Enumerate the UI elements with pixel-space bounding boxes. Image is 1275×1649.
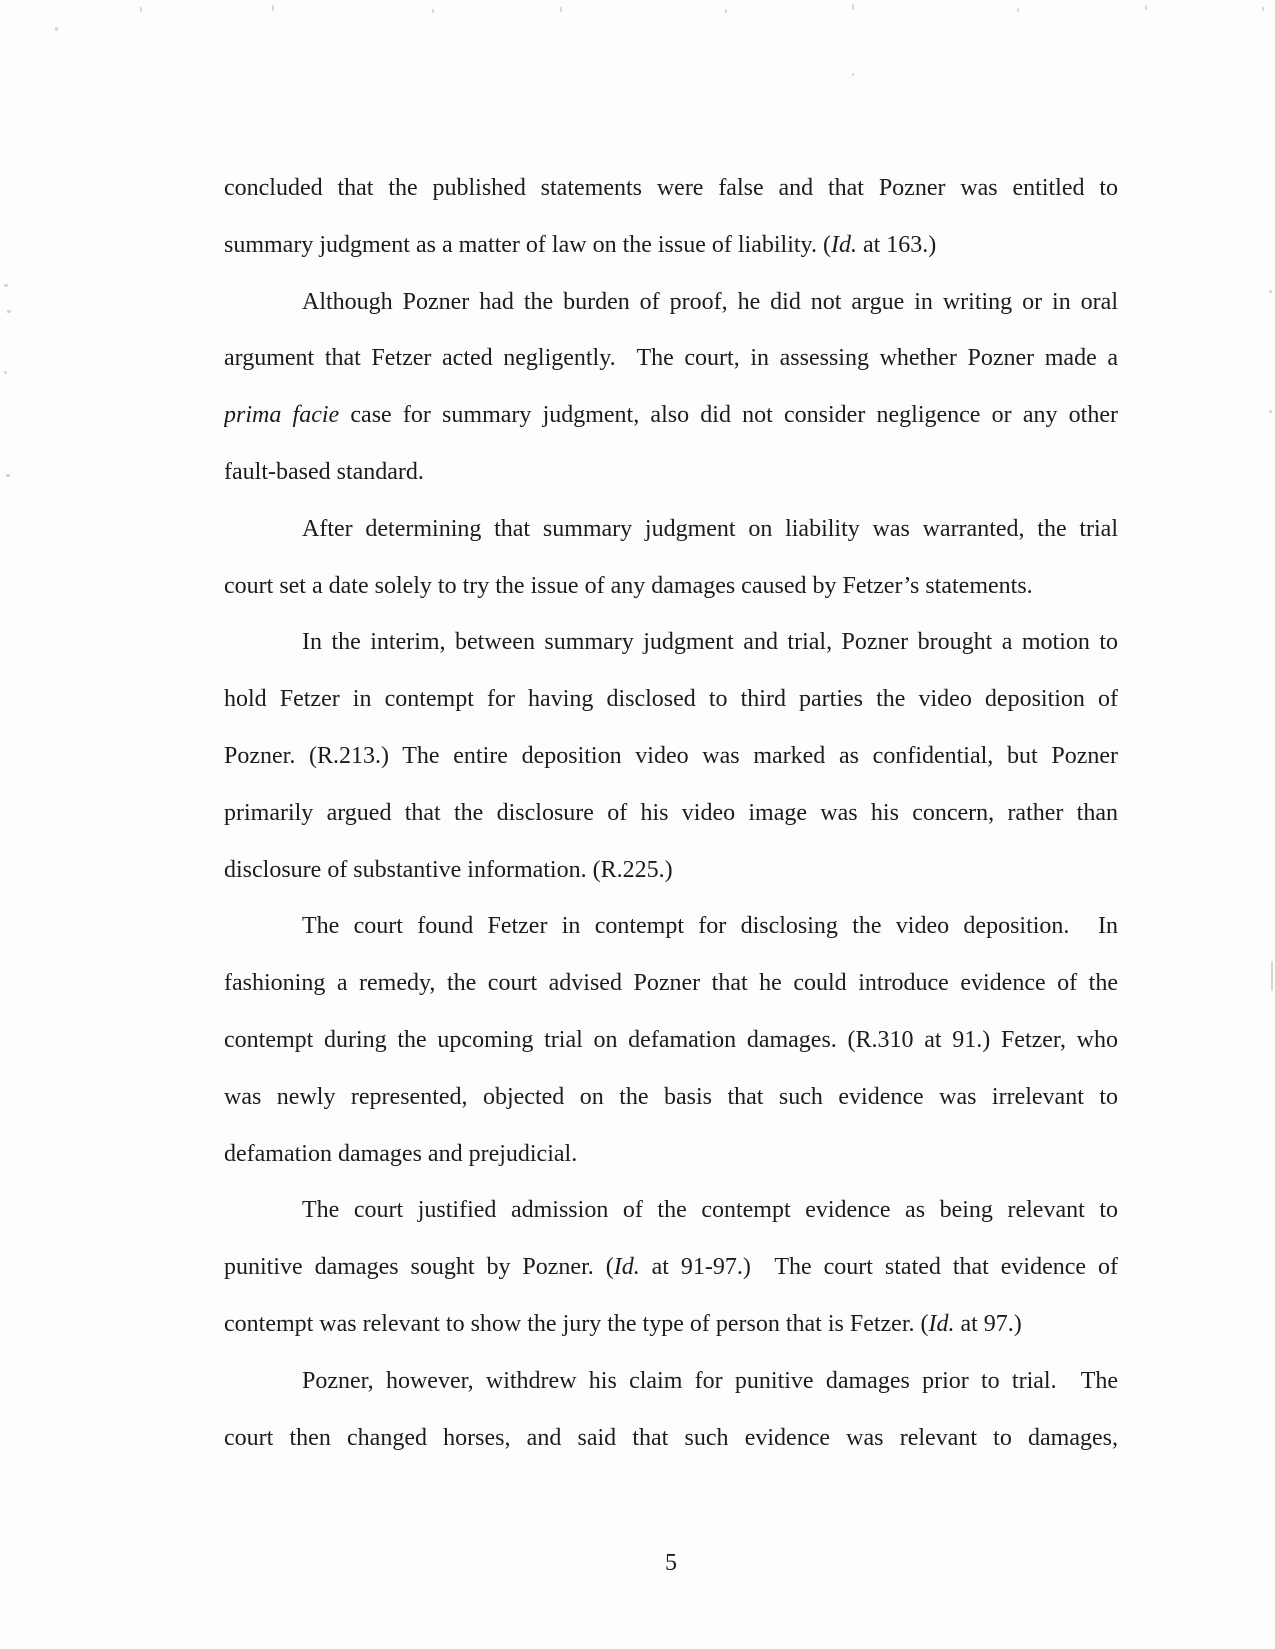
scan-speck [55, 27, 58, 31]
text-line [224, 387, 1118, 444]
text-line [224, 1012, 1118, 1069]
text-line [224, 1126, 1118, 1183]
scan-speck [4, 284, 8, 287]
text-segment: hold Fetzer in contempt for having disclosed to third parties the video deposition of [224, 686, 1118, 713]
scan-speck [1017, 8, 1019, 12]
text-segment: The court justified admission of the contempt evidence as being relevant to [302, 1197, 1118, 1224]
italic-text-segment: prima facie [224, 402, 340, 429]
text-segment: Pozner, however, withdrew his claim for punitive damages prior to trial. The [302, 1367, 1118, 1394]
scan-speck [4, 371, 7, 374]
text-line [224, 728, 1118, 785]
text-line [224, 444, 1118, 501]
scan-speck [1269, 410, 1272, 413]
text-line [224, 558, 1118, 615]
text-segment: summary judgment as a matter of law on the issue of liability. ( [224, 231, 831, 258]
text-segment: court set a date solely to try the issue of any damages caused by Fetzer’s statements. [224, 572, 1033, 599]
text-line [224, 1239, 1118, 1296]
scan-speck [852, 73, 854, 76]
text-line [224, 1410, 1118, 1467]
text-line [224, 1296, 1118, 1353]
text-line [224, 330, 1118, 387]
text-segment: disclosure of substantive information. (R.225.) [224, 856, 673, 883]
text-segment: at 91-97.) The court stated that evidence of [639, 1254, 1118, 1281]
text-line [224, 1182, 1118, 1239]
text-line [224, 1069, 1118, 1126]
text-line [224, 1353, 1118, 1410]
italic-text-segment: Id. [613, 1254, 640, 1281]
scan-speck [7, 310, 11, 313]
text-segment: defamation damages and prejudicial. [224, 1140, 578, 1167]
text-segment: primarily argued that the disclosure of his video image was his concern, rather than [224, 799, 1118, 826]
scan-speck [140, 7, 142, 12]
text-line [224, 274, 1118, 331]
page-number: 5 [665, 1550, 677, 1576]
text-segment: Although Pozner had the burden of proof, he did not argue in writing or in oral [302, 288, 1118, 315]
text-line [224, 842, 1118, 899]
scan-speck [852, 4, 854, 10]
text-line [224, 217, 1118, 274]
text-segment: was newly represented, objected on the basis that such evidence was irrelevant to [224, 1083, 1118, 1110]
text-line [224, 671, 1118, 728]
scan-speck [560, 7, 562, 12]
scan-speck [272, 5, 274, 11]
text-line [224, 785, 1118, 842]
italic-text-segment: Id. [830, 231, 857, 258]
text-segment: concluded that the published statements were false and that Pozner was entitled to [224, 175, 1118, 201]
scan-speck [725, 9, 727, 13]
text-segment: argument that Fetzer acted negligently. The court, in assessing whether Pozner made a [224, 345, 1118, 372]
text-line [224, 614, 1118, 671]
document-text-body [224, 160, 1118, 1466]
text-segment: fault-based standard. [224, 458, 424, 485]
text-segment: court then changed horses, and said that such evidence was relevant to damages, [224, 1424, 1118, 1451]
text-segment: After determining that summary judgment on liability was warranted, the trial [302, 515, 1118, 542]
text-line [224, 898, 1118, 955]
scan-speck [1271, 961, 1273, 991]
text-segment: punitive damages sought by Pozner. ( [224, 1254, 614, 1281]
text-segment: at 97.) [954, 1310, 1022, 1337]
text-line [224, 501, 1118, 558]
text-segment: at 163.) [856, 231, 937, 258]
text-segment: fashioning a remedy, the court advised Pozner that he could introduce evidence of the [224, 970, 1118, 997]
scan-speck [1145, 5, 1147, 10]
scan-speck [1262, 7, 1264, 11]
scan-speck [6, 474, 10, 477]
text-segment: case for summary judgment, also did not consider negligence or any other [339, 402, 1118, 429]
text-segment: Pozner. (R.213.) The entire deposition video was marked as confidential, but Pozner [224, 742, 1118, 769]
text-segment: The court found Fetzer in contempt for disclosing the video deposition. In [302, 913, 1118, 940]
scan-speck [1269, 290, 1272, 293]
text-segment: contempt was relevant to show the jury the type of person that is Fetzer. ( [224, 1310, 929, 1337]
scan-speck [432, 9, 434, 13]
text-segment: In the interim, between summary judgment and trial, Pozner brought a motion to [302, 629, 1118, 656]
text-line [224, 955, 1118, 1012]
text-segment: contempt during the upcoming trial on defamation damages. (R.310 at 91.) Fetzer, who [224, 1026, 1118, 1053]
italic-text-segment: Id. [928, 1310, 955, 1337]
text-line [224, 160, 1118, 217]
